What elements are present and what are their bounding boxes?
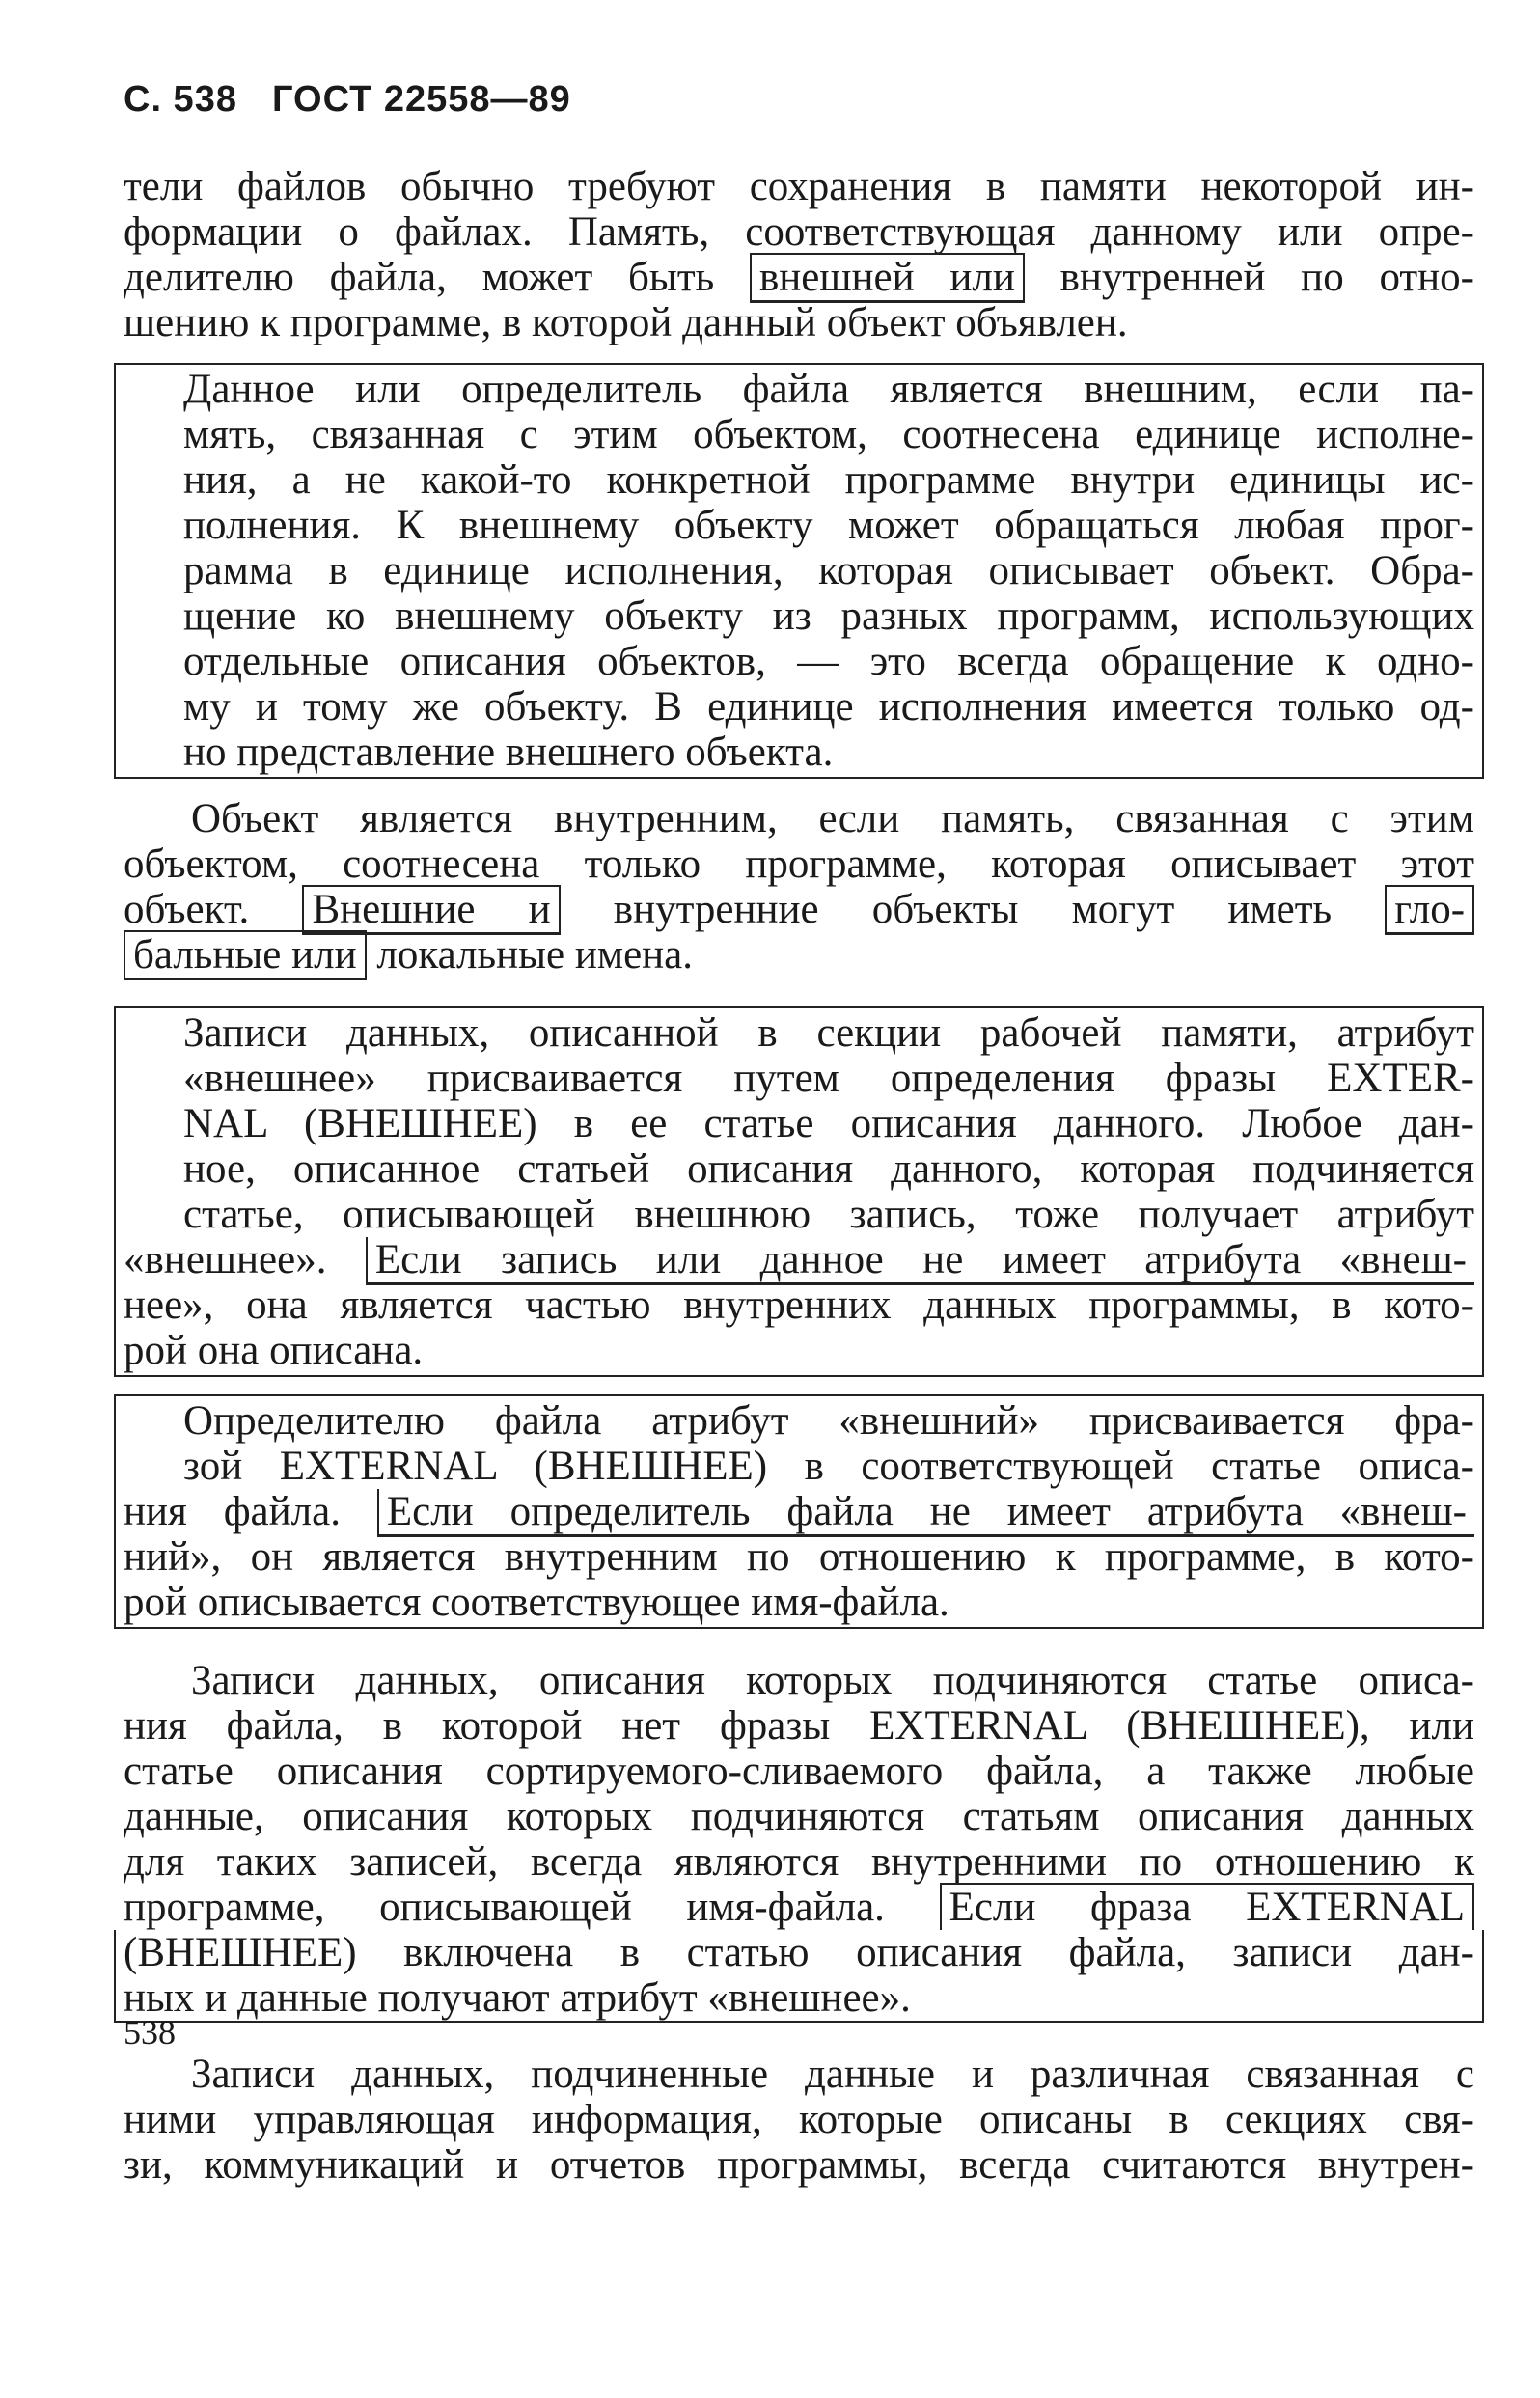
text-line: отдельные описания объектов, — это всегда обращение к одно-: [183, 639, 1474, 684]
text-segment: объект.: [124, 887, 250, 932]
text-line: Записи данных, описанной в секции рабочей памяти, атрибут: [183, 1010, 1474, 1056]
text-line: щение ко внешнему объекту из разных программ, использующих: [183, 593, 1474, 639]
text-line: (ВНЕШНЕЕ) включена в статью описания файла, записи дан-: [124, 1930, 1474, 1975]
text-line: Записи данных, описания которых подчиняются статье описа-: [191, 1658, 1474, 1703]
text-line: зой EXTERNAL (ВНЕШНЕЕ) в соответствующей статье описа-: [183, 1444, 1474, 1489]
text-line: «внешнее» присваивается путем определения фразы EXTER-: [183, 1056, 1474, 1101]
text-segment: ния файла.: [124, 1489, 341, 1534]
boxed-continuation: [114, 1930, 1484, 2023]
text-line: му и тому же объекту. В единице исполнения имеется только од-: [183, 684, 1474, 730]
text-line: формации о файлах. Память, соответствующая данному или опре-: [124, 209, 1474, 255]
text-line: ных и данные получают атрибут «внешнее».: [124, 1975, 911, 2021]
text-line: ними управляющая информация, которые описаны в секциях свя-: [124, 2097, 1474, 2142]
text-line: ния, а не какой-то конкретной программе внутри единицы ис-: [183, 457, 1474, 503]
text-line: рой она описана.: [124, 1328, 424, 1373]
text-line: [124, 932, 1474, 978]
text-line: зи, коммуникаций и отчетов программы, всегда считаются внутрен-: [124, 2142, 1474, 2188]
text-line: ний», он является внутренним по отношению к программе, в кото-: [124, 1534, 1474, 1580]
text-line: нее», она является частью внутренних данных программы, в кото-: [124, 1282, 1474, 1328]
text-line: полнения. К внешнему объекту может обращаться любая прог-: [183, 503, 1474, 548]
boxed-insertion: Если фраза EXTERNAL: [940, 1883, 1474, 1930]
text-line: Объект является внутренним, если память, связанная с этим: [191, 796, 1474, 841]
text-line: NAL (ВНЕШНЕЕ) в ее статье описания данного. Любое дан-: [183, 1101, 1474, 1146]
boxed-insertion: Внешние и: [302, 885, 560, 935]
text-line: для таких записей, всегда являются внутренними по отношению к: [124, 1839, 1474, 1885]
text-line: мять, связанная с этим объектом, соотнесена единице исполне-: [183, 412, 1474, 457]
text-line: тели файлов обычно требуют сохранения в памяти некоторой ин-: [124, 164, 1474, 209]
paragraph-6: [124, 1658, 1474, 2023]
text-line: [124, 1489, 1474, 1534]
paragraph-2-boxed: [114, 363, 1484, 779]
text-segment: программе, описывающей имя-файла.: [124, 1885, 885, 1930]
paragraph-5-boxed: [114, 1394, 1484, 1629]
text-line: объектом, соотнесена только программе, которая описывает этот: [124, 841, 1474, 887]
boxed-insertion: бальные или: [124, 930, 367, 980]
paragraph-3: [124, 796, 1474, 978]
boxed-insertion: внешней или: [750, 253, 1025, 303]
text-line: ное, описанное статьей описания данного, которая подчиняется: [183, 1146, 1474, 1192]
text-line: Записи данных, подчиненные данные и различная связанная с: [191, 2052, 1474, 2097]
text-line: [124, 1885, 1474, 1930]
running-header: [124, 79, 571, 121]
text-line: Определителю файла атрибут «внешний» присваивается фра-: [183, 1398, 1474, 1444]
text-segment: внутренние объекты могут иметь: [613, 887, 1333, 932]
text-segment: локальные имена.: [376, 932, 694, 978]
paragraph-4-boxed: [114, 1006, 1484, 1377]
paragraph-1: [124, 164, 1474, 345]
text-line: данные, описания которых подчиняются статьям описания данных: [124, 1794, 1474, 1839]
text-line: статье описания сортируемого-сливаемого файла, а также любые: [124, 1749, 1474, 1794]
text-line: [124, 255, 1474, 300]
text-line: статье, описывающей внешнюю запись, тоже получает атрибут: [183, 1192, 1474, 1237]
page-number: 538: [124, 2013, 176, 2052]
text-line: [124, 887, 1474, 932]
text-line: рамма в единице исполнения, которая описывает объект. Обра-: [183, 548, 1474, 593]
boxed-insertion: Если запись или данное не имеет атрибута «внеш-: [366, 1237, 1474, 1285]
text-line: рой описывается соответствующее имя-файла.: [124, 1580, 949, 1625]
text-segment: делителю файла, может быть: [124, 255, 715, 300]
text-line: но представление внешнего объекта.: [183, 730, 834, 775]
text-segment: «внешнее».: [124, 1237, 327, 1282]
page-reference: С. 538: [124, 79, 237, 120]
page-body: [124, 164, 1474, 2188]
text-line: шению к программе, в которой данный объект объявлен.: [124, 300, 1128, 345]
boxed-insertion: Если определитель файла не имеет атрибута «внеш-: [377, 1489, 1474, 1537]
standard-number: ГОСТ 22558—89: [271, 79, 571, 120]
text-line: ния файла, в которой нет фразы EXTERNAL (ВНЕШНЕЕ), или: [124, 1703, 1474, 1749]
paragraph-7: [124, 2052, 1474, 2188]
boxed-insertion: гло-: [1385, 885, 1474, 935]
text-line: [124, 1237, 1474, 1282]
text-segment: внутренней по отно-: [1059, 255, 1474, 300]
text-line: Данное или определитель файла является внешним, если па-: [183, 367, 1474, 412]
